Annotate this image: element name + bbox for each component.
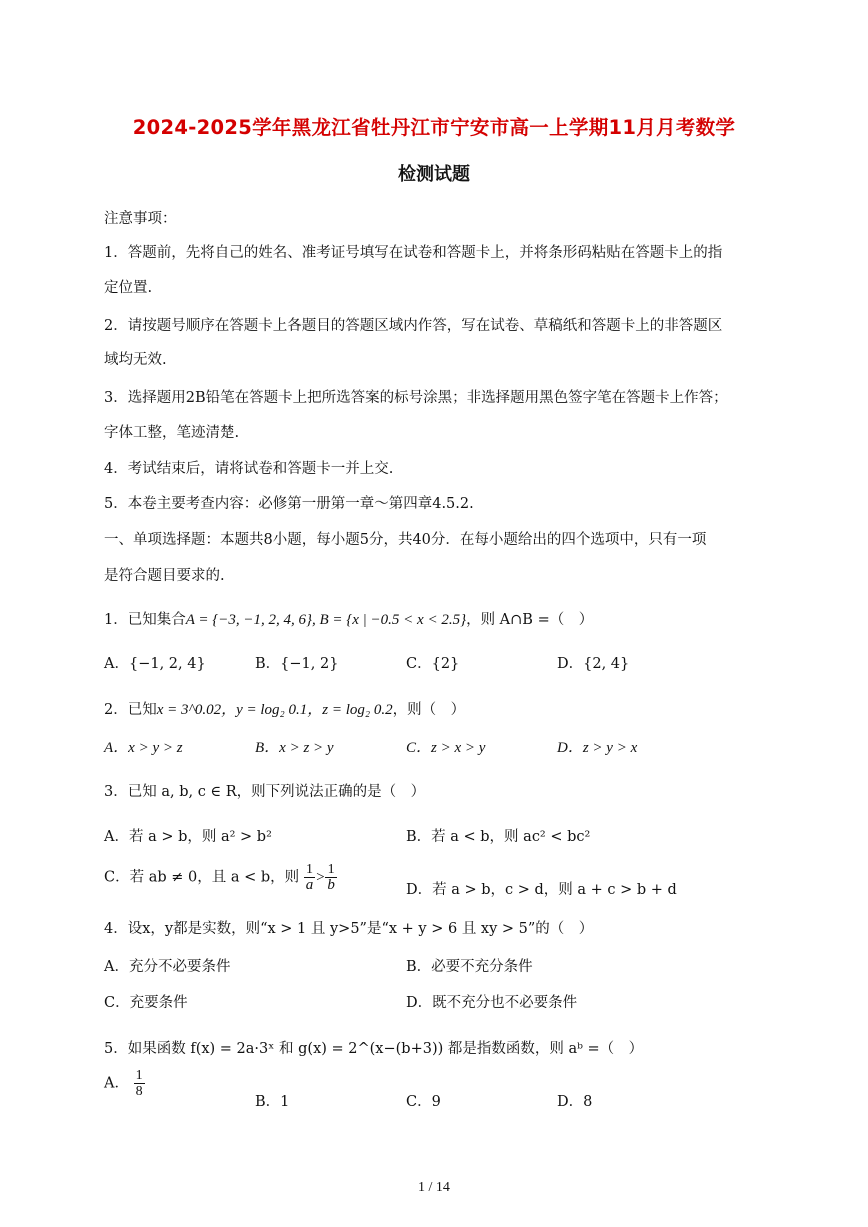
notice-item-2: 2．请按题号顺序在答题卡上各题目的答题区域内作答，写在试卷、草稿纸和答题卡上的非答题区	[104, 318, 723, 334]
question-3-fraction-1-over-a: $\frac{1}{a}$	[305, 862, 314, 893]
question-1-option-c: C．{2}	[406, 656, 460, 672]
question-3-fraction-1-over-b: $\frac{1}{b}$	[327, 862, 335, 893]
question-2-prefix: 2．已知	[104, 702, 157, 718]
question-3-greater-sign: >	[315, 869, 326, 886]
page-number: 1 / 14	[418, 1180, 450, 1195]
question-1-option-a: A．{−1, 2, 4}	[104, 656, 206, 672]
question-2-suffix: ，则（ ）	[392, 702, 466, 718]
question-5-option-a-label: A．	[104, 1075, 129, 1092]
question-1-option-b: B．{−1, 2}	[255, 656, 339, 672]
question-4-option-c: C．充要条件	[104, 995, 188, 1011]
section-1-instruction: 一、单项选择题：本题共8小题，每小题5分，共40分．在每小题给出的四个选项中，只有一项	[104, 532, 707, 548]
notice-item-3-cont: 字体工整，笔迹清楚.	[104, 425, 240, 441]
question-2-math: x = 3^0.02，y = log₂ 0.1，z = log₂ 0.2	[156, 702, 393, 718]
question-1-option-d: D．{2, 4}	[557, 656, 630, 672]
question-3-option-c	[104, 862, 337, 893]
question-5-option-d: D．8	[557, 1094, 593, 1110]
question-4-option-a: A．充分不必要条件	[104, 959, 231, 975]
question-4-option-b: B．必要不充分条件	[406, 959, 533, 975]
exam-title-line1: 2024-2025学年黑龙江省牡丹江市宁安市高一上学期11月月考数学	[132, 116, 736, 139]
notice-item-5: 5．本卷主要考查内容：必修第一册第一章～第四章4.5.2.	[104, 496, 474, 512]
question-2-option-b: B．x > z > y	[255, 740, 334, 756]
question-3-option-a: A．若 a > b，则 a² > b²	[104, 829, 272, 845]
question-1	[104, 608, 593, 629]
exam-title-line2: 检测试题	[398, 164, 470, 185]
question-5-option-a	[104, 1068, 145, 1099]
question-3: 3．已知 a, b, c ∈ R，则下列说法正确的是（ ）	[104, 784, 426, 800]
question-5: 5．如果函数 f(x) = 2a·3ˣ 和 g(x) = 2^(x−(b+3)) 都是指数函数，则 aᵇ =（ ）	[104, 1041, 644, 1057]
question-1-prefix: 1．已知集合	[104, 612, 186, 628]
section-1-instruction-cont: 是符合题目要求的.	[104, 568, 225, 584]
question-2-option-c: C．z > x > y	[406, 740, 486, 756]
question-3-option-b: B．若 a < b，则 ac² < bc²	[406, 829, 591, 845]
question-5-fraction-one-eighth: $\frac{1}{8}$	[135, 1068, 143, 1099]
question-4: 4．设x，y都是实数，则“x > 1 且 y>5”是“x + y > 6 且 xy > 5”的（ ）	[104, 921, 594, 937]
question-1-math: A = {−3, −1, 2, 4, 6}, B = {x | −0.5 < x < 2.5}	[185, 612, 467, 628]
question-2-option-d: D．z > y > x	[557, 740, 638, 756]
notice-item-1-cont: 定位置.	[104, 280, 153, 296]
question-3-option-c-text: C．若 ab ≠ 0，且 a < b，则	[104, 869, 300, 886]
question-3-option-d: D．若 a > b，c > d，则 a + c > b + d	[406, 882, 677, 898]
question-5-option-b: B．1	[255, 1094, 290, 1110]
question-2	[104, 698, 465, 719]
question-1-suffix: ，则 A∩B =（ ）	[466, 612, 594, 628]
question-2-option-a: A．x > y > z	[104, 740, 183, 756]
question-5-option-c: C．9	[406, 1094, 441, 1110]
question-4-option-d: D．既不充分也不必要条件	[406, 995, 578, 1011]
notice-item-4: 4．考试结束后，请将试卷和答题卡一并上交.	[104, 461, 394, 477]
notice-item-2-cont: 域均无效.	[104, 352, 167, 368]
notice-heading: 注意事项：	[104, 211, 177, 227]
notice-item-3: 3．选择题用2B铅笔在答题卡上把所选答案的标号涂黑；非选择题用黑色签字笔在答题卡上作答；	[104, 390, 728, 406]
notice-item-1: 1．答题前，先将自己的姓名、准考证号填写在试卷和答题卡上，并将条形码粘贴在答题卡上的指	[104, 245, 723, 261]
